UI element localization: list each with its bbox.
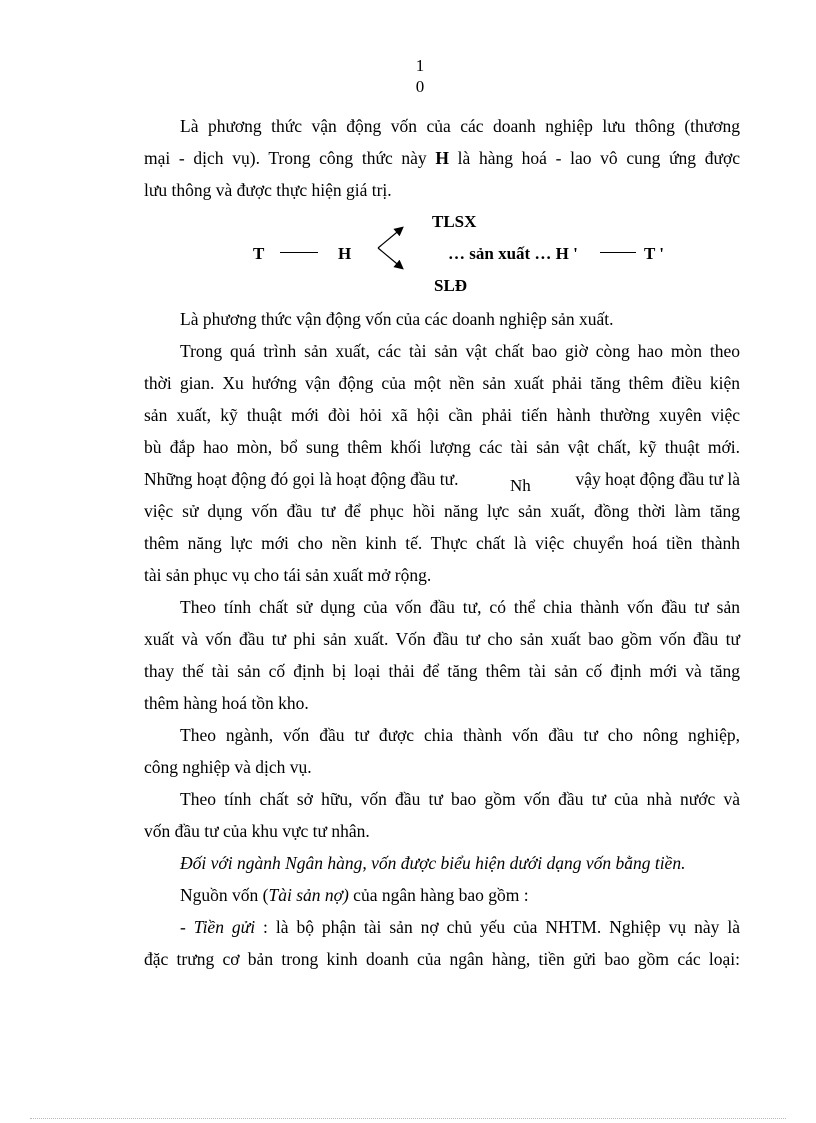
text-line: Theo tính chất sử dụng của vốn đầu tư, có thể chia thành vốn đầu tư sản: [180, 597, 740, 617]
text-line: [144, 879, 740, 911]
italic-text: Tài sản nợ): [268, 885, 349, 905]
text-line: thêm năng lực mới cho nền kinh tế. Thực chất là việc chuyển hoá tiền thành: [144, 533, 740, 553]
text-line: đặc trưng cơ bản trong kinh doanh của ngân hàng, tiền gửi bao gồm các loại:: [144, 949, 740, 969]
text-line: xuất và vốn đầu tư phi sản xuất. Vốn đầu tư cho sản xuất bao gồm vốn đầu tư: [144, 629, 740, 649]
text-line: thêm hàng hoá tồn kho.: [144, 693, 309, 713]
text-line: Theo ngành, vốn đầu tư được chia thành vốn đầu tư cho nông nghiệp,: [180, 725, 740, 745]
paragraph-liabilities: [144, 879, 740, 911]
paragraph-sector: [144, 719, 740, 783]
formula-tlsx: TLSX: [432, 212, 477, 231]
paragraph-deposits: [144, 911, 740, 975]
formula-dash: [280, 252, 318, 253]
text-line: Là phương thức vận động vốn của các doanh nghiệp lưu thông (thương: [180, 116, 740, 136]
paragraph-investment: [144, 335, 740, 591]
page-bottom-divider: [30, 1118, 786, 1119]
text-line: thời gian. Xu hướng vận động của một nền sản xuất phải tăng thêm điều kiện: [144, 373, 740, 393]
page-number-line-2: 0: [415, 77, 425, 96]
text-line: công nghiệp và dịch vụ.: [144, 757, 312, 777]
text-line: Trong quá trình sản xuất, các tài sản vật chất bao giờ còng hao mòn theo: [180, 341, 740, 361]
paragraph-production: [144, 303, 740, 335]
text-line: [144, 911, 740, 943]
paragraph-banking: [144, 847, 740, 879]
formula-chain: … sản xuất … H ': [448, 244, 578, 263]
overlap-fragment: Nh: [510, 476, 531, 495]
text-span: vậy hoạt động đầu tư là: [575, 469, 740, 489]
text-line: vốn đầu tư của khu vực tư nhân.: [144, 821, 370, 841]
page-number: [0, 55, 816, 97]
text-line: Theo tính chất sở hữu, vốn đầu tư bao gồm vốn đầu tư của nhà nước và: [180, 789, 740, 809]
text-span: Nguồn vốn (: [180, 885, 269, 905]
text-span: -: [180, 917, 194, 937]
text-line: thay thế tài sản cố định bị loại thải để tăng thêm tài sản cố định mới và tăng: [144, 661, 740, 681]
paragraph-ownership: [144, 783, 740, 847]
text-line: lưu thông và được thực hiện giá trị.: [144, 180, 392, 200]
italic-text: Đối với ngành Ngân hàng, vốn được biểu hiện dưới dạng vốn bằng tiền.: [180, 853, 686, 873]
text-span: : là bộ phận tài sản nợ chủ yếu của NHTM. Nghiệp vụ này là: [255, 917, 741, 937]
text-line: bù đắp hao mòn, bổ sung thêm khối lượng các tài sản vật chất, kỹ thuật mới.: [144, 437, 740, 457]
text-line: [144, 142, 740, 174]
text-span: của ngân hàng bao gồm :: [348, 885, 529, 905]
paragraph-usage: [144, 591, 740, 719]
text-span: mại - dịch vụ). Trong công thức này: [144, 148, 436, 168]
formula-dash: [600, 252, 636, 253]
formula-h: H: [338, 244, 352, 263]
text-line: tài sản phục vụ cho tái sản xuất mở rộng.: [144, 565, 432, 585]
text-line: việc sử dụng vốn đầu tư để phục hồi năng lực sản xuất, đồng thời làm tăng: [144, 501, 740, 521]
text-span: Những hoạt động đó gọi là hoạt động đầu tư.: [144, 469, 459, 489]
italic-text: Tiền gửi: [193, 917, 256, 937]
text-line: [144, 463, 740, 495]
bold-term: H: [435, 148, 449, 168]
text-span: là hàng hoá - lao vô cung ứng được: [448, 148, 740, 168]
text-line: Là phương thức vận động vốn của các doanh nghiệp sản xuất.: [180, 309, 614, 329]
formula-t-prime: T ': [644, 244, 665, 263]
branch-arrows-icon: [372, 222, 412, 274]
paragraph-circulation: [144, 110, 740, 206]
formula-t: T: [253, 244, 265, 263]
text-line: [144, 847, 740, 879]
text-line: sản xuất, kỹ thuật mới đòi hỏi xã hội cần phải tiến hành thường xuyên việc: [144, 405, 740, 425]
page-number-line-1: 1: [415, 56, 425, 75]
formula-sld: SLĐ: [434, 276, 468, 295]
